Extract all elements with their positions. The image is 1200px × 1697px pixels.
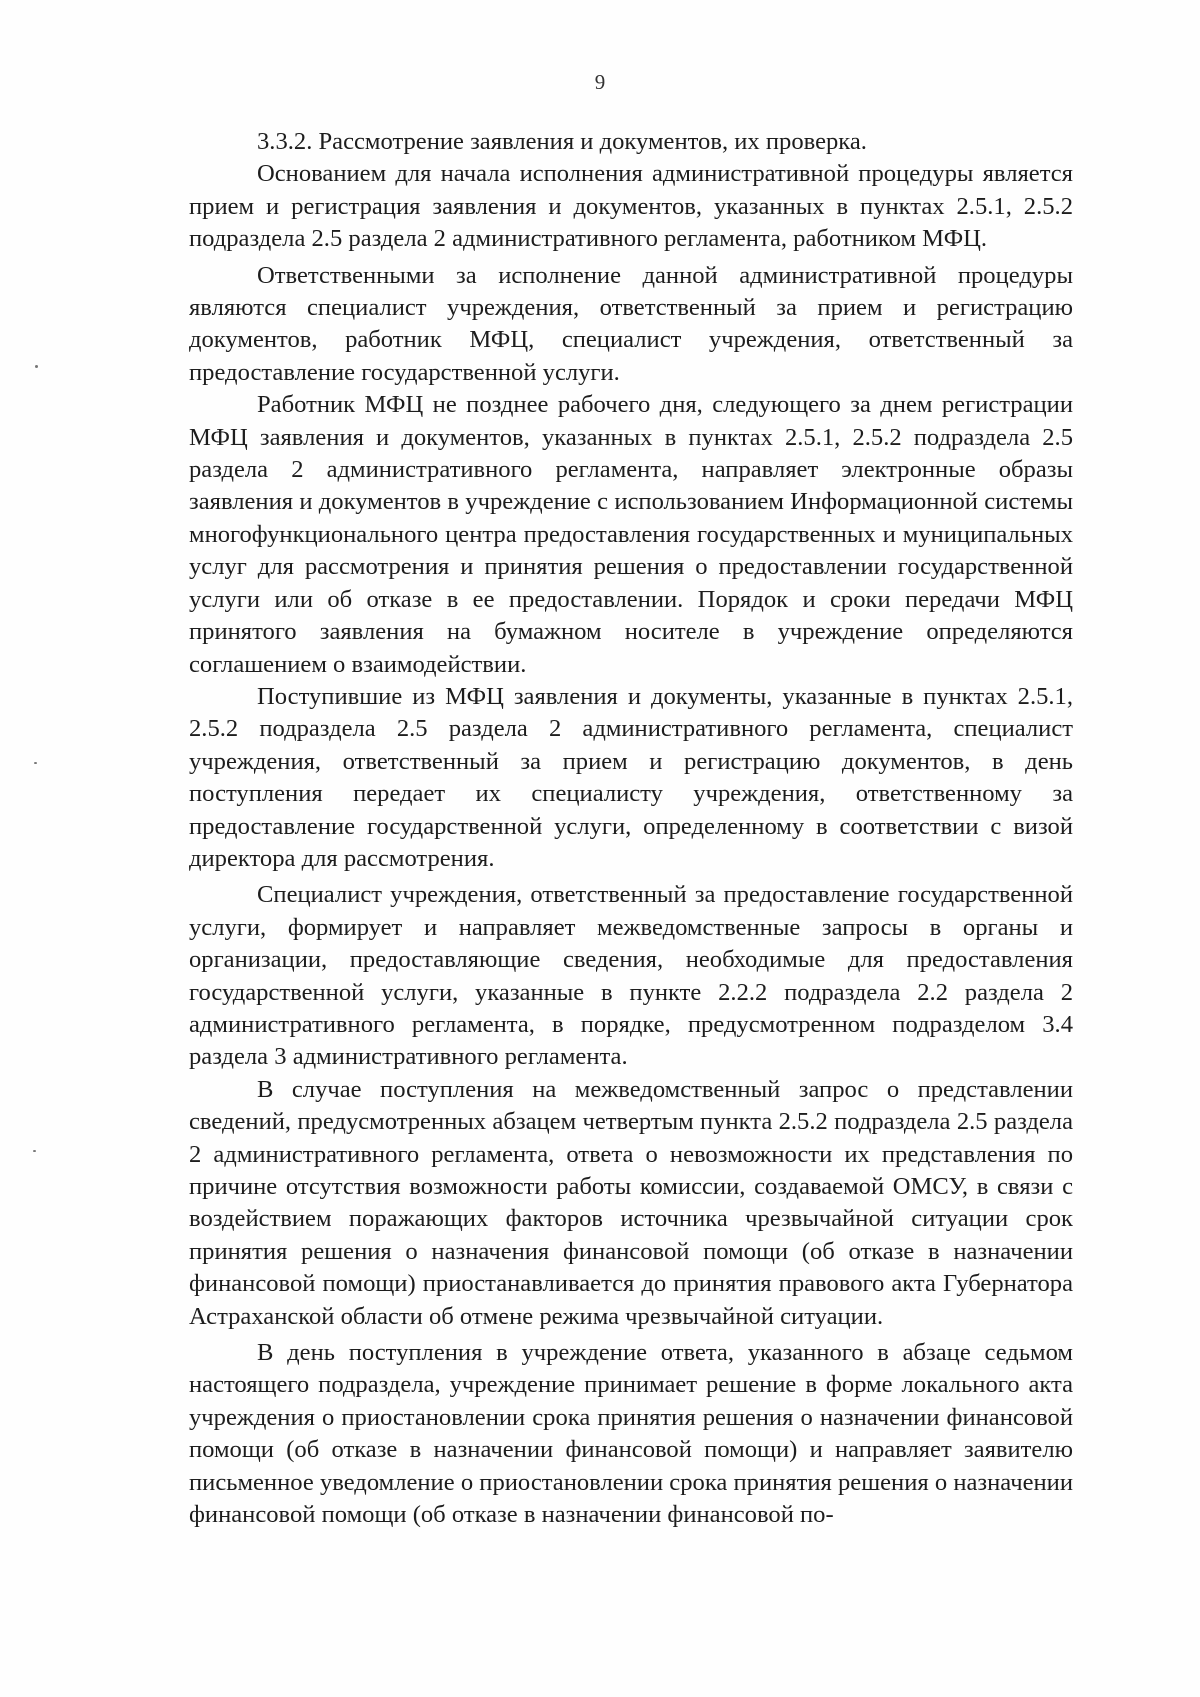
paragraph-basis: Основанием для начала исполнения административной процедуры является прием и регистрация заявления и документов, указанных в пунктах 2.5.1, 2.5.2 подраздела 2.5 раздела 2 административного регламента, работником МФЦ.	[189, 160, 1073, 253]
page-number: 9	[594, 70, 606, 94]
paragraph-suspension-decision: В день поступления в учреждение ответа, указанного в абзаце седьмом настоящего подраздела, учреждение принимает решение в форме локального акта учреждения о приостановлении срока принятия решения о назначении финансовой помощи (об отказе в назначении финансовой помощи) и направляет заявителю письменное уведомление о приостановлении срока принятия решения о назначении финансовой помощи (об отказе в назначении финансовой по-	[189, 1339, 1073, 1529]
scan-speck	[34, 762, 37, 764]
paragraph-emergency-suspension: В случае поступления на межведомственный запрос о представлении сведений, предусмотренных абзацем четвертым пункта 2.5.2 подраздела 2.5 раздела 2 административного регламента, ответа о невозможности их представления по причине отсутствия возможности работы комиссии, создаваемой ОМСУ, в связи с воздействием поражающих факторов источника чрезвычайной ситуации срок принятия решения о назначения финансовой помощи (об отказе в назначении финансовой помощи) приостанавливается до принятия правового акта Губернатора Астраханской области об отмене режима чрезвычайной ситуации.	[189, 1075, 1073, 1330]
document-body	[189, 126, 1073, 1531]
scan-speck	[33, 1150, 36, 1152]
paragraph-responsible: Ответственными за исполнение данной административной процедуры являются специалист учреждения, ответственный за прием и регистрацию документов, работник МФЦ, специалист учреждения, ответственный за предоставление государственной услуги.	[189, 261, 1073, 386]
paragraph-received-documents: Поступившие из МФЦ заявления и документы, указанные в пунктах 2.5.1, 2.5.2 подраздела 2.5 раздела 2 административного регламента, специалист учреждения, ответственный за прием и регистрацию документов, в день поступления передает их специалисту учреждения, ответственному за предоставление государственной услуги, определенному в соответствии с визой директора для рассмотрения.	[189, 682, 1073, 872]
section-heading: 3.3.2. Рассмотрение заявления и документов, их проверка.	[257, 128, 867, 155]
scan-speck	[35, 365, 38, 368]
paragraph-mfc-worker: Работник МФЦ не позднее рабочего дня, следующего за днем регистрации МФЦ заявления и документов, указанных в пунктах 2.5.1, 2.5.2 подраздела 2.5 раздела 2 административного регламента, направляет электронные образы заявления и документов в учреждение с использованием Информационной системы многофункционального центра предоставления государственных и муниципальных услуг для рассмотрения и принятия решения о предоставлении государственной услуги или об отказе в ее предоставлении. Порядок и сроки передачи МФЦ принятого заявления на бумажном носителе в учреждение определяются соглашением о взаимодействии.	[189, 391, 1073, 678]
paragraph-interagency-requests: Специалист учреждения, ответственный за предоставление государственной услуги, формирует и направляет межведомственные запросы в органы и организации, предоставляющие сведения, необходимые для предоставления государственной услуги, указанные в пункте 2.2.2 подраздела 2.2 раздела 2 административного регламента, в порядке, предусмотренном подразделом 3.4 раздела 3 административного регламента.	[189, 881, 1073, 1071]
